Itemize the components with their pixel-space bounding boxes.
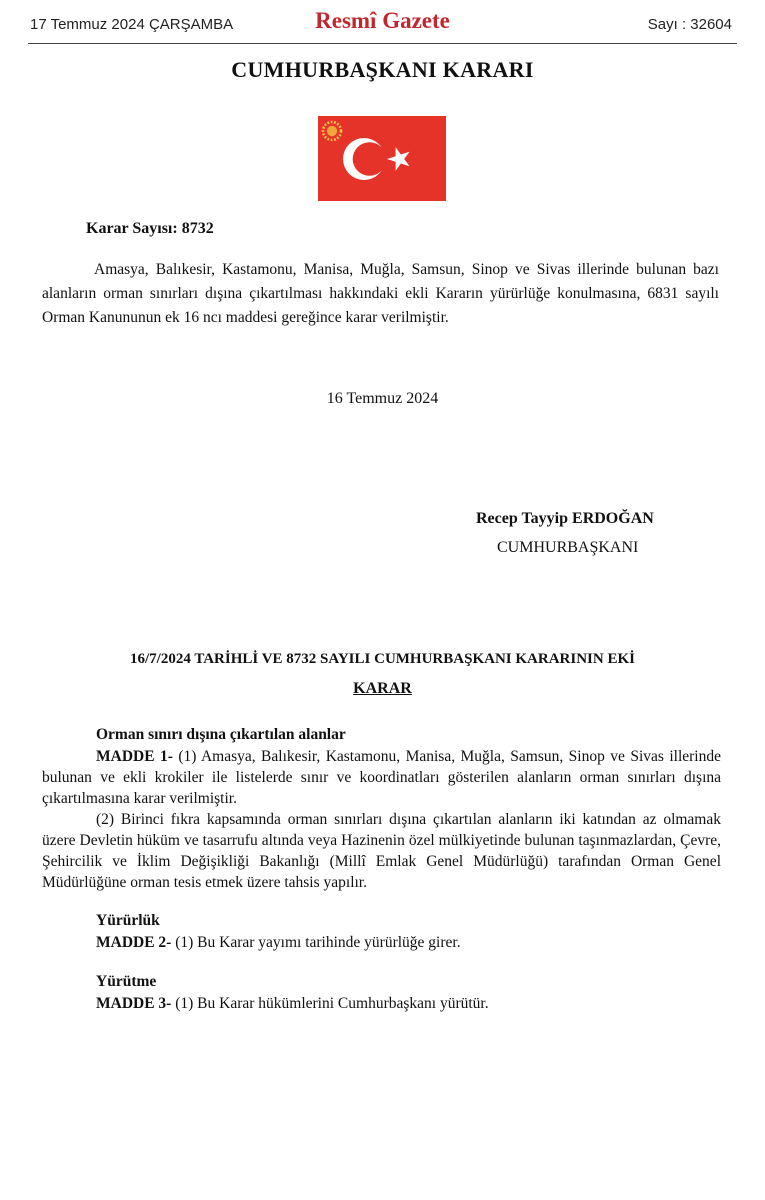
signer-name: Recep Tayyip ERDOĞAN: [476, 510, 654, 527]
header-divider: [28, 43, 737, 44]
decision-intro: Amasya, Balıkesir, Kastamonu, Manisa, Muğla, Samsun, Sinop ve Sivas illerinde bulunan bazı alanların orman sınırları dışına çıkartılması hakkındaki ekli Kararın yürürlüğe konulmasına, 6831 sayılı Orman Kanununun ek 16 ncı maddesi gereğince karar verilmiştir.: [42, 261, 719, 326]
gazette-name: Resmî Gazete: [315, 8, 450, 33]
flag-crescent-inner: [353, 142, 387, 176]
article-1-paragraph-1: MADDE 1- (1) Amasya, Balıkesir, Kastamonu, Manisa, Muğla, Samsun, Sinop ve Sivas illerinde bulunan ve ekli krokiler ile listelerde sınır ve koordinatları gösterilen alanların orman sınırları dışına çıkartılmasına karar verilmiştir.: [42, 748, 721, 807]
issue-number: Sayı : 32604: [647, 16, 732, 33]
turkish-flag-icon: [318, 116, 446, 201]
annex-title: 16/7/2024 TARİHLİ VE 8732 SAYILI CUMHURBAŞKANI KARARININ EKİ: [130, 651, 635, 667]
article-2: MADDE 2- (1) Bu Karar yayımı tarihinde yürürlüğe girer.: [96, 934, 461, 951]
header-date: 17 Temmuz 2024 ÇARŞAMBA: [30, 16, 234, 33]
page-title: CUMHURBAŞKANI KARARI: [231, 57, 534, 82]
section-heading-execution: Yürütme: [96, 973, 157, 990]
section-heading-enforcement: Yürürlük: [96, 912, 160, 929]
article-3: MADDE 3- (1) Bu Karar hükümlerini Cumhurbaşkanı yürütür.: [96, 995, 489, 1012]
annex-subtitle: KARAR: [353, 680, 412, 697]
section-heading-forest: Orman sınırı dışına çıkartılan alanlar: [96, 726, 346, 743]
signer-title: CUMHURBAŞKANI: [497, 539, 639, 556]
decision-date: 16 Temmuz 2024: [326, 390, 439, 407]
article-1-paragraph-2: (2) Birinci fıkra kapsamında orman sınırları dışına çıkartılan alanların iki katından az olmamak üzere Devletin hüküm ve tasarrufu altında veya Hazinenin özel mülkiyetinde bulunan taşınmazlardan, Çevre, Şehircilik ve İklim Değişikliği Bakanlığı (Millî Emlak Genel Müdürlüğü) tarafından Orman Genel Müdürlüğüne orman tesis etmek üzere tahsis yapılır.: [42, 811, 721, 891]
decision-number: Karar Sayısı: 8732: [86, 220, 214, 237]
